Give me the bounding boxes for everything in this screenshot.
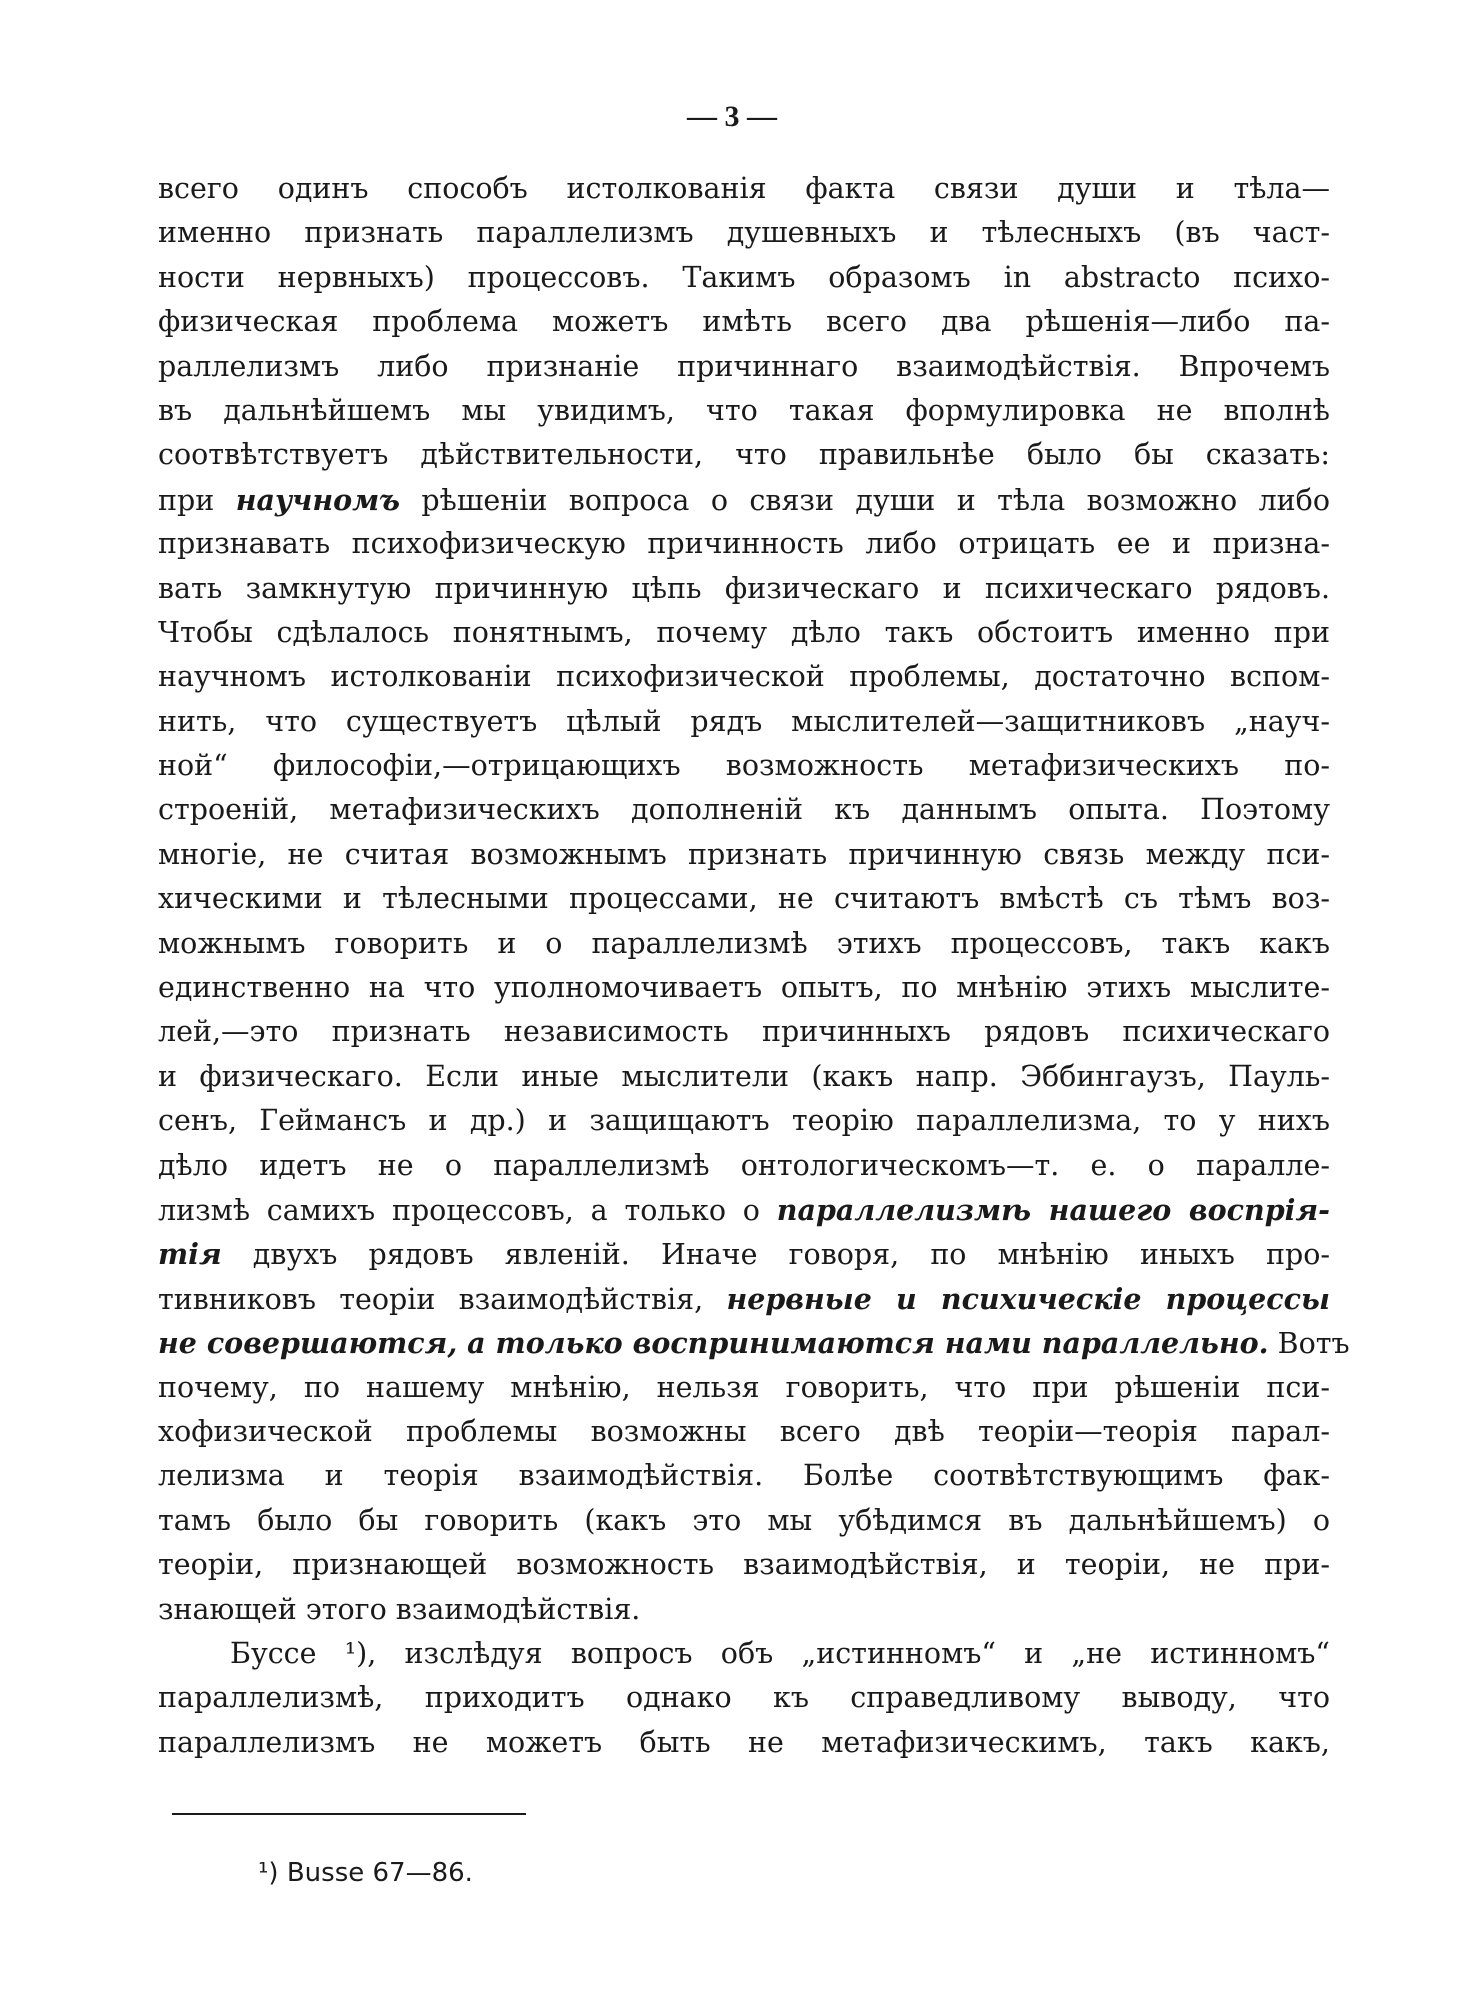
text-line: параллелизмѣ, приходитъ однако къ справедливому выводу, что bbox=[158, 1681, 1330, 1715]
text-line: вать замкнутую причинную цѣпь физическаго и психическаго рядовъ. bbox=[158, 571, 1330, 605]
text-segment: тивниковъ теоріи взаимодѣйствія, bbox=[158, 1282, 727, 1316]
text-line: теоріи, признающей возможность взаимодѣйствія, и теоріи, не при- bbox=[158, 1548, 1330, 1582]
text-line: параллелизмъ не можетъ быть не метафизическимъ, такъ какъ, bbox=[158, 1725, 1330, 1759]
page-number: — 3 — bbox=[687, 100, 777, 133]
footnote: ¹) Busse 67—86. bbox=[258, 1858, 473, 1888]
emphasized-text: тія bbox=[158, 1237, 222, 1272]
emphasized-text: научномъ bbox=[235, 482, 400, 517]
text-line: хическими и тѣлесными процессами, не считаютъ вмѣстѣ съ тѣмъ воз- bbox=[158, 882, 1330, 916]
text-segment: Вотъ bbox=[1268, 1327, 1350, 1361]
text-line: ной“ философіи,—отрицающихъ возможность метафизическихъ по- bbox=[158, 749, 1330, 783]
text-segment: при bbox=[158, 483, 236, 517]
text-line: дѣло идетъ не о параллелизмѣ онтологическомъ—т. е. о паралле- bbox=[158, 1148, 1330, 1182]
text-line: Буссе ¹), изслѣдуя вопросъ объ „истинномъ“ и „не истинномъ“ bbox=[230, 1636, 1330, 1670]
text-line: ности нервныхъ) процессовъ. Такимъ образомъ in abstracto психо- bbox=[158, 260, 1330, 294]
emphasized-text: параллелизмѣ нашего воспрія- bbox=[776, 1192, 1330, 1227]
text-line: соотвѣтствуетъ дѣйствительности, что правильнѣе было бы сказать: bbox=[158, 438, 1330, 472]
text-line bbox=[158, 1321, 1350, 1365]
text-line: сенъ, Геймансъ и др.) и защищаютъ теорію параллелизма, то у нихъ bbox=[158, 1104, 1330, 1138]
emphasized-text: не совершаются, а только воспринимаются нами параллельно. bbox=[158, 1326, 1269, 1361]
text-line: раллелизмъ либо признаніе причиннаго взаимодѣйствія. Впрочемъ bbox=[158, 349, 1330, 383]
text-line: физическая проблема можетъ имѣть всего два рѣшенія—либо па- bbox=[158, 305, 1330, 339]
footnote-divider bbox=[172, 1813, 526, 1815]
text-line: знающей этого взаимодѣйствія. bbox=[158, 1592, 641, 1626]
text-line bbox=[158, 478, 1330, 522]
text-line bbox=[158, 1277, 1330, 1321]
text-line: почему, по нашему мнѣнію, нельзя говорить, что при рѣшеніи пси- bbox=[158, 1370, 1330, 1404]
text-line: нить, что существуетъ цѣлый рядъ мыслителей—защитниковъ „науч- bbox=[158, 704, 1330, 738]
text-line: многіе, не считая возможнымъ признать причинную связь между пси- bbox=[158, 837, 1330, 871]
text-line: признавать психофизическую причинность либо отрицать ее и призна- bbox=[158, 527, 1330, 561]
text-line: Чтобы сдѣлалось понятнымъ, почему дѣло такъ обстоитъ именно при bbox=[158, 615, 1330, 649]
text-line: именно признать параллелизмъ душевныхъ и тѣлесныхъ (въ част- bbox=[158, 216, 1330, 250]
text-line: лелизма и теорія взаимодѣйствія. Болѣе соотвѣтствующимъ фак- bbox=[158, 1459, 1330, 1493]
text-line: въ дальнѣйшемъ мы увидимъ, что такая формулировка не вполнѣ bbox=[158, 393, 1330, 427]
text-segment: двухъ рядовъ явленій. Иначе говоря, по мнѣнію иныхъ про- bbox=[221, 1238, 1330, 1272]
text-line: всего одинъ способъ истолкованія факта связи души и тѣла— bbox=[158, 172, 1330, 205]
text-line bbox=[158, 1232, 1330, 1276]
text-line: тамъ было бы говорить (какъ это мы убѣдимся въ дальнѣйшемъ) о bbox=[158, 1503, 1330, 1537]
text-line: хофизической проблемы возможны всего двѣ теоріи—теорія парал- bbox=[158, 1414, 1330, 1448]
text-line: и физическаго. Если иные мыслители (какъ напр. Эббингаузъ, Пауль- bbox=[158, 1059, 1330, 1093]
text-line: научномъ истолкованіи психофизической проблемы, достаточно вспом- bbox=[158, 660, 1330, 694]
text-line bbox=[158, 1188, 1330, 1232]
text-segment: лизмѣ самихъ процессовъ, а только о bbox=[158, 1193, 777, 1227]
text-line: единственно на что уполномочиваетъ опытъ, по мнѣнію этихъ мыслите- bbox=[158, 971, 1330, 1005]
text-segment: рѣшеніи вопроса о связи души и тѣла возможно либо bbox=[399, 483, 1330, 517]
text-line: лей,—это признать независимость причинныхъ рядовъ психическаго bbox=[158, 1015, 1330, 1049]
body-text bbox=[158, 167, 1350, 1765]
text-line: можнымъ говорить и о параллелизмѣ этихъ процессовъ, такъ какъ bbox=[158, 926, 1330, 960]
emphasized-text: нервные и психическіе процессы bbox=[726, 1281, 1330, 1316]
text-line: строеній, метафизическихъ дополненій къ даннымъ опыта. Поэтому bbox=[158, 793, 1330, 827]
